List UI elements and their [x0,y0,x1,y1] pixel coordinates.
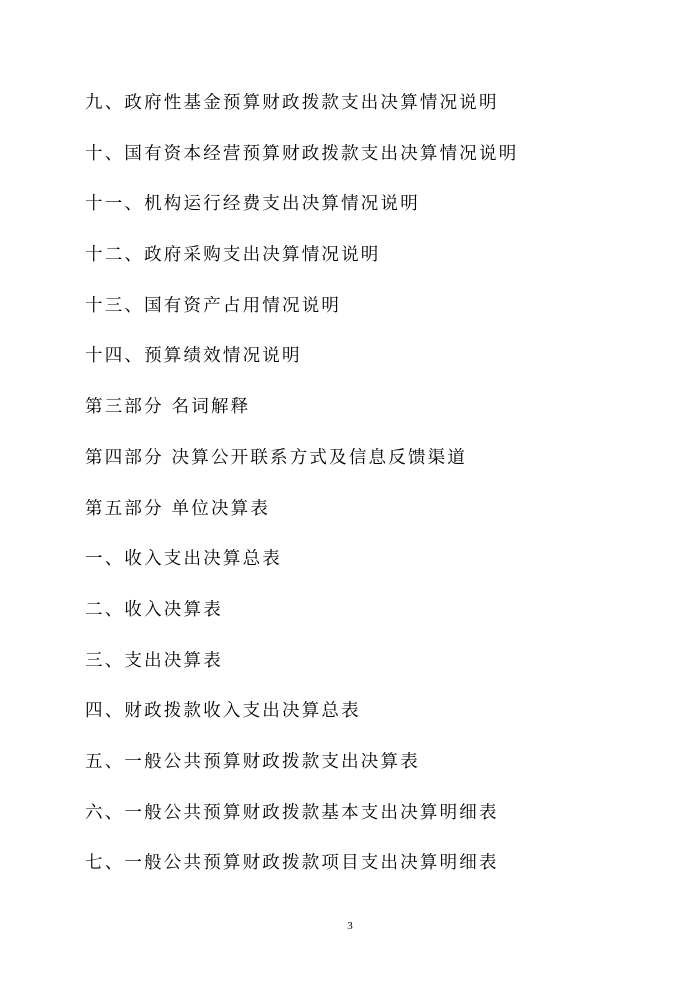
toc-item-table-3: 三、支出决算表 [85,650,223,671]
toc-item-table-6: 六、一般公共预算财政拨款基本支出决算明细表 [85,802,499,823]
toc-item-part-3: 第三部分 名词解释 [85,397,251,418]
toc-item-part-4: 第四部分 决算公开联系方式及信息反馈渠道 [85,447,468,468]
toc-item-table-4: 四、财政拨款收入支出决算总表 [85,701,361,722]
toc-item-section-12: 十二、政府采购支出决算情况说明 [85,245,381,266]
toc-item-section-13: 十三、国有资产占用情况说明 [85,295,342,316]
toc-item-section-9: 九、政府性基金预算财政拨款支出决算情况说明 [85,93,499,113]
toc-item-table-5: 五、一般公共预算财政拨款支出决算表 [85,751,420,772]
toc-item-part-5: 第五部分 单位决算表 [85,498,271,519]
toc-item-section-11: 十一、机构运行经费支出决算情况说明 [85,194,420,215]
toc-item-section-10: 十、国有资本经营预算财政拨款支出决算情况说明 [85,143,519,164]
toc-item-table-1: 一、收入支出决算总表 [85,549,282,570]
toc-item-table-7: 七、一般公共预算财政拨款项目支出决算明细表 [85,853,499,874]
table-of-contents [85,88,518,899]
toc-item-section-14: 十四、预算绩效情况说明 [85,346,302,367]
page-number: 3 [347,920,353,932]
toc-item-table-2: 二、收入决算表 [85,599,223,620]
